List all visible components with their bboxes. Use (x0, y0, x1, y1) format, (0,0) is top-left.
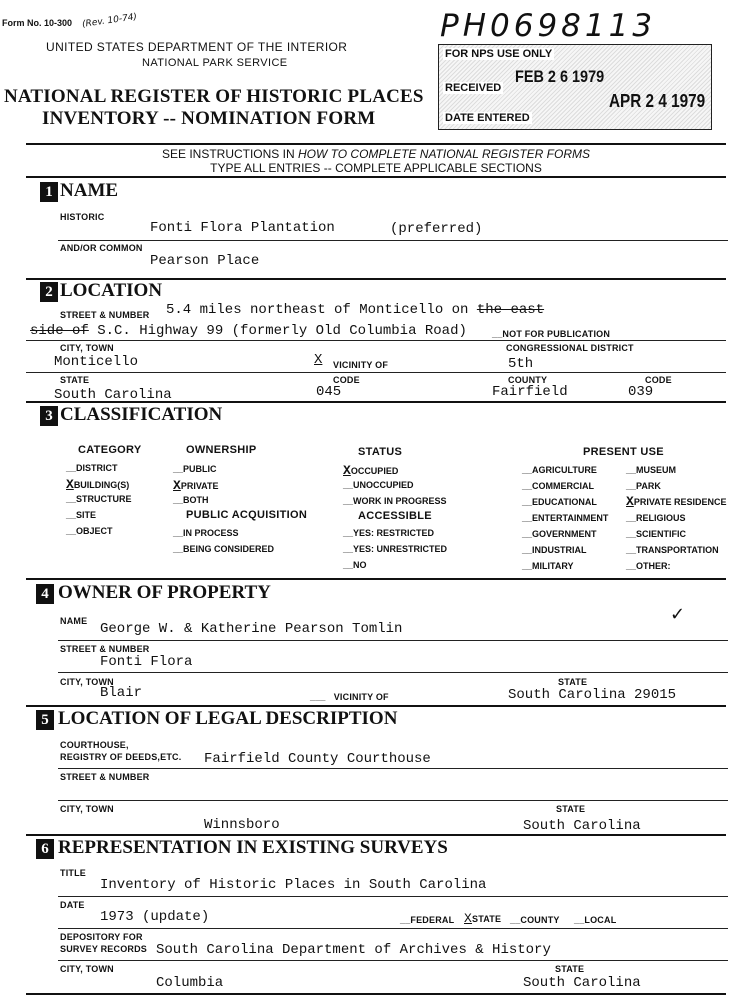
buildings-label: BUILDING(S) (73, 480, 130, 490)
location-city: Monticello (54, 354, 139, 370)
received-label: RECEIVED (445, 82, 502, 94)
street-line2-text: S.C. Highway 99 (formerly Old Columbia Road) (97, 323, 467, 339)
section-1-number: 1 (40, 182, 58, 202)
private-label: PRIVATE (180, 481, 219, 491)
category-heading: CATEGORY (78, 444, 142, 456)
category-object[interactable]: __OBJECT (66, 526, 113, 536)
acquisition-being-considered[interactable]: __BEING CONSIDERED (173, 544, 275, 554)
owner-street-label: STREET & NUMBER (60, 644, 150, 654)
survey-title: Inventory of Historic Places in South Carolina (100, 877, 487, 893)
section-4-number: 4 (36, 584, 54, 604)
section-2-title: LOCATION (60, 280, 163, 301)
acquisition-in-process[interactable]: __IN PROCESS (173, 528, 239, 538)
legal-city: Winnsboro (204, 817, 280, 833)
depository: South Carolina Department of Archives & History (156, 942, 551, 958)
section-2-rule (26, 401, 726, 403)
form-revision: (Rev. 10-74) (81, 12, 138, 30)
historic-name: Fonti Flora Plantation (150, 220, 335, 236)
survey-state-mark: X (464, 911, 473, 926)
header-divider (26, 143, 726, 145)
street-line1-struck: the east (476, 302, 545, 318)
nps-use-only-box (438, 44, 712, 130)
street-label: STREET & NUMBER (60, 310, 150, 320)
street-line1-text: 5.4 miles northeast of Monticello on (166, 302, 469, 318)
department-name: UNITED STATES DEPARTMENT OF THE INTERIOR (46, 40, 348, 54)
location-state: South Carolina (54, 387, 172, 403)
use-industrial[interactable]: __INDUSTRIAL (522, 545, 587, 555)
status-work-in-progress[interactable]: __WORK IN PROGRESS (343, 496, 447, 506)
historic-label: HISTORIC (60, 212, 105, 222)
owner-city: Blair (100, 685, 143, 701)
instructions-line2: TYPE ALL ENTRIES -- COMPLETE APPLICABLE SECTIONS (210, 161, 542, 175)
use-government[interactable]: __GOVERNMENT (522, 529, 597, 539)
owner-city-label: CITY, TOWN (60, 677, 114, 687)
use-museum[interactable]: __MUSEUM (626, 465, 677, 475)
use-scientific[interactable]: __SCIENTIFIC (626, 529, 687, 539)
depository-label-2: SURVEY RECORDS (60, 944, 147, 954)
survey-title-rule (58, 896, 728, 897)
private-residence-mark: X (626, 494, 634, 509)
survey-local[interactable]: __LOCAL (574, 915, 617, 925)
survey-state-label: STATE (472, 914, 502, 924)
service-name: NATIONAL PARK SERVICE (142, 57, 288, 69)
courthouse-rule (58, 768, 728, 769)
section-2-number: 2 (40, 282, 58, 302)
buildings-mark: X (66, 477, 74, 492)
handwritten-reference-id: PH0698113 (440, 8, 657, 44)
depository-label-1: DEPOSITORY FOR (60, 932, 143, 942)
legal-street-rule (58, 800, 728, 801)
congressional-district: 5th (508, 356, 534, 372)
owner-vicinity-label: VICINITY OF (333, 692, 389, 702)
historic-rule (58, 240, 728, 241)
accessible-no[interactable]: __NO (343, 560, 367, 570)
county-code: 039 (628, 384, 654, 400)
legal-state: South Carolina (523, 818, 641, 834)
owner-name-rule (58, 640, 728, 641)
public-acquisition-heading: PUBLIC ACQUISITION (186, 509, 308, 521)
location-street-line2 (30, 323, 467, 339)
use-entertainment[interactable]: __ENTERTAINMENT (522, 513, 609, 523)
owner-street-rule (58, 672, 728, 673)
use-private-residence[interactable] (626, 494, 727, 509)
section-6-rule (26, 993, 726, 995)
private-mark: X (173, 478, 181, 493)
survey-state[interactable] (464, 911, 501, 926)
category-district[interactable]: __DISTRICT (66, 463, 118, 473)
legal-state-label: STATE (556, 804, 586, 814)
owner-name: George W. & Katherine Pearson Tomlin (100, 621, 403, 637)
section-6-title: REPRESENTATION IN EXISTING SURVEYS (58, 837, 448, 858)
preferred-note: (preferred) (390, 221, 483, 237)
date-entered-stamp: APR 2 4 1979 (609, 91, 706, 111)
instructions-divider (26, 176, 726, 178)
congressional-label: CONGRESSIONAL DISTRICT (506, 343, 634, 353)
survey-federal[interactable]: __FEDERAL (400, 915, 455, 925)
accessible-restricted[interactable]: __YES: RESTRICTED (343, 528, 435, 538)
survey-city: Columbia (156, 975, 224, 991)
section-5-number: 5 (36, 710, 54, 730)
county-name: Fairfield (492, 384, 568, 400)
category-buildings[interactable] (66, 477, 129, 492)
accessible-heading: ACCESSIBLE (358, 510, 432, 522)
category-site[interactable]: __SITE (66, 510, 97, 520)
county-label: COUNTY (508, 375, 548, 385)
form-number: Form No. 10-300 (2, 18, 73, 28)
section-3-number: 3 (40, 406, 58, 426)
survey-city-label: CITY, TOWN (60, 964, 114, 974)
survey-date: 1973 (update) (100, 909, 210, 925)
status-heading: STATUS (358, 446, 403, 458)
category-structure[interactable]: __STRUCTURE (66, 494, 132, 504)
use-agriculture[interactable]: __AGRICULTURE (522, 465, 597, 475)
city-label: CITY, TOWN (60, 343, 114, 353)
use-park[interactable]: __PARK (626, 481, 661, 491)
survey-date-rule (58, 928, 728, 929)
legal-city-label: CITY, TOWN (60, 804, 114, 814)
private-residence-label: PRIVATE RESIDENCE (633, 497, 727, 507)
street-line2-struck: side of (30, 323, 89, 339)
courthouse: Fairfield County Courthouse (204, 751, 431, 767)
status-occupied[interactable] (343, 463, 398, 478)
section-3-title: CLASSIFICATION (60, 404, 223, 425)
common-label: AND/OR COMMON (60, 243, 143, 253)
present-use-heading: PRESENT USE (583, 446, 664, 458)
form-title-line2: INVENTORY -- NOMINATION FORM (42, 108, 376, 129)
courthouse-label-2: REGISTRY OF DEEDS,ETC. (60, 752, 182, 762)
legal-street-label: STREET & NUMBER (60, 772, 150, 782)
not-for-publication-label: NOT FOR PUBLICATION (502, 329, 611, 339)
ownership-both[interactable]: __BOTH (173, 495, 209, 505)
owner-state-zip: South Carolina 29015 (508, 687, 677, 703)
status-unoccupied[interactable]: __UNOCCUPIED (343, 480, 414, 490)
section-4-title: OWNER OF PROPERTY (58, 582, 271, 603)
date-entered-label: DATE ENTERED (445, 112, 530, 124)
state-code-label: CODE (333, 375, 360, 385)
check-mark-icon: ✓ (670, 604, 686, 625)
location-street-line1 (166, 302, 544, 318)
city-rule (26, 372, 726, 373)
survey-date-label: DATE (60, 900, 85, 910)
survey-state-value: South Carolina (523, 975, 641, 991)
occupied-label: OCCUPIED (350, 466, 399, 476)
instructions-line1 (0, 147, 752, 161)
owner-street: Fonti Flora (100, 654, 193, 670)
accessible-unrestricted[interactable]: __YES: UNRESTRICTED (343, 544, 448, 554)
county-code-label: CODE (645, 375, 672, 385)
ownership-private[interactable] (173, 478, 218, 493)
instructions-prefix: SEE INSTRUCTIONS IN (161, 147, 298, 161)
section-1-title: NAME (60, 180, 119, 201)
survey-title-label: TITLE (60, 868, 86, 878)
section-3-rule (26, 578, 726, 580)
occupied-mark: X (343, 463, 351, 478)
nps-use-only-label: FOR NPS USE ONLY (445, 48, 553, 60)
street-rule (26, 340, 726, 341)
use-educational[interactable]: __EDUCATIONAL (522, 497, 597, 507)
use-transportation[interactable]: __TRANSPORTATION (626, 545, 719, 555)
use-commercial[interactable]: __COMMERCIAL (522, 481, 595, 491)
use-other[interactable]: __OTHER: (626, 561, 671, 571)
owner-vicinity: ___ VICINITY OF (310, 692, 389, 702)
owner-state-label: STATE (558, 677, 588, 687)
vicinity-label: VICINITY OF (333, 360, 389, 370)
survey-state-label: STATE (555, 964, 585, 974)
ownership-heading: OWNERSHIP (186, 444, 257, 456)
section-5-rule (26, 834, 726, 836)
section-4-rule (26, 705, 726, 707)
common-name: Pearson Place (150, 253, 260, 269)
courthouse-label-1: COURTHOUSE, (60, 740, 129, 750)
form-title-line1: NATIONAL REGISTER OF HISTORIC PLACES (4, 86, 424, 107)
depository-rule (58, 960, 728, 961)
received-date-stamp: FEB 2 6 1979 (515, 67, 605, 86)
use-military[interactable]: __MILITARY (522, 561, 574, 571)
instructions-manual-title: HOW TO COMPLETE NATIONAL REGISTER FORMS (297, 147, 591, 161)
use-religious[interactable]: __RELIGIOUS (626, 513, 686, 523)
section-6-number: 6 (36, 839, 54, 859)
vicinity-mark: X (314, 352, 323, 368)
owner-name-label: NAME (60, 616, 88, 626)
state-label: STATE (60, 375, 90, 385)
not-for-publication: __NOT FOR PUBLICATION (492, 329, 611, 339)
survey-county[interactable]: __COUNTY (510, 915, 560, 925)
state-code: 045 (316, 384, 342, 400)
ownership-public[interactable]: __PUBLIC (173, 464, 217, 474)
section-5-title: LOCATION OF LEGAL DESCRIPTION (58, 708, 398, 729)
